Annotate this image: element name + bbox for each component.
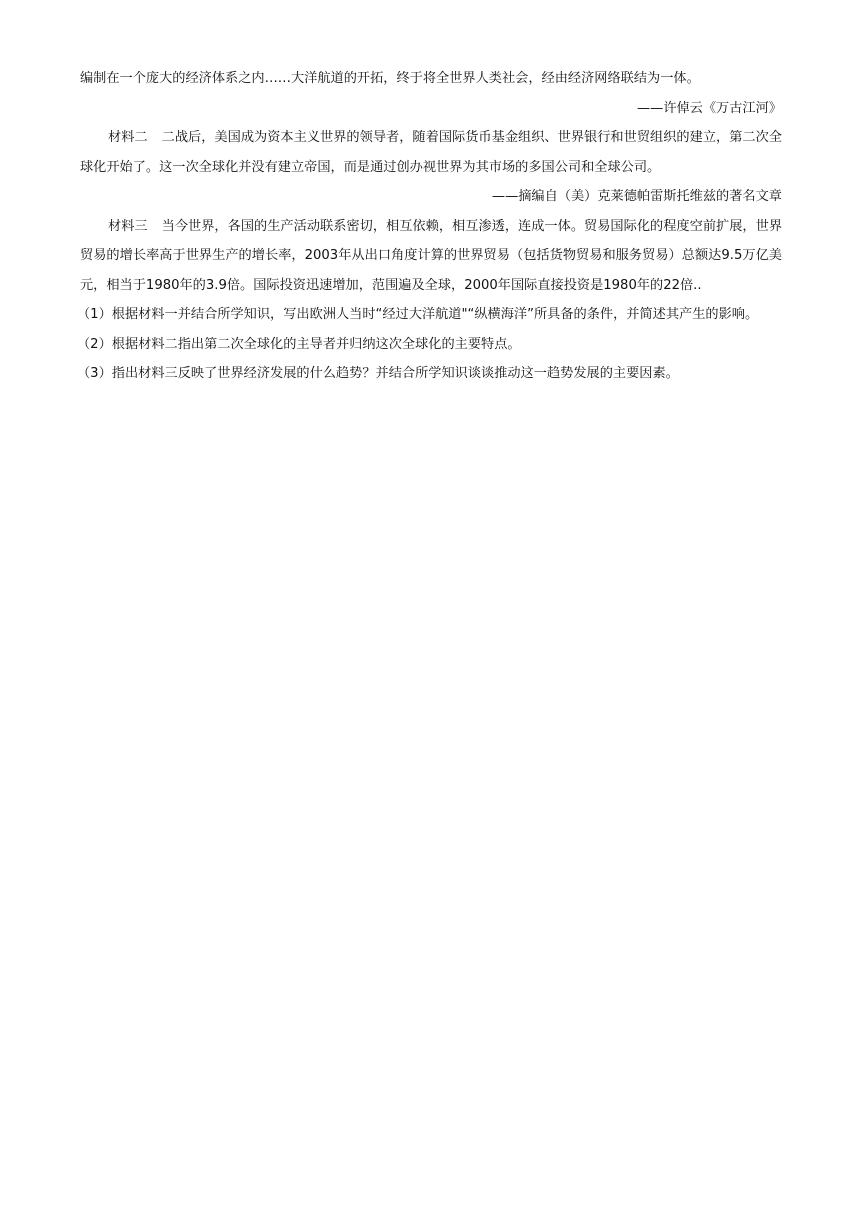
question-2-text: 根据材料二指出第二次全球化的主导者并归纳这次全球化的主要特点。 bbox=[111, 336, 521, 352]
material-two-label: 材料二 bbox=[108, 130, 148, 145]
material-three bbox=[80, 212, 782, 301]
question-1-text: 根据材料一并结合所学知识，写出欧洲人当时“经过大洋航道"“纵横海洋”所具备的条件，并简述其产生的影响。 bbox=[111, 307, 759, 322]
question-3-number: （3） bbox=[77, 366, 112, 381]
material-three-text: 当今世界，各国的生产活动联系密切，相互依赖，相互渗透，连成一体。贸易国际化的程度空前扩展，世界贸易的增长率高于世界生产的增长率，2003年从出口角度计算的世界贸易（包括货物贸易和服务贸易）总额达9.5万亿美元，相当于1980年的3.9倍。国际投资迅速增加，范围遍及全球，2000年国际直接投资是1980年的22倍.. bbox=[80, 218, 783, 293]
question-3-text: 指出材料三反映了世界经济发展的什么趋势？并结合所学知识谈谈推动这一趋势发展的主要因素。 bbox=[111, 366, 679, 381]
material-two-source: ——摘编自（美）克莱德帕雷斯托维兹的著名文章 bbox=[491, 189, 782, 204]
question-3 bbox=[77, 359, 782, 389]
material-one-source: ——许倬云《万古江河》 bbox=[636, 100, 782, 116]
material-two-text: 二战后，美国成为资本主义世界的领导者，随着国际货币基金组织、世界银行和世贸组织的建立，第二次全球化开始了。这一次全球化并没有建立帝国，而是通过创办视世界为其市场的多国公司和全球公司。 bbox=[80, 130, 783, 175]
question-2-number: （2） bbox=[77, 336, 112, 352]
question-2 bbox=[77, 330, 782, 360]
document-content bbox=[77, 64, 783, 389]
material-one-tail: 编制在一个庞大的经济体系之内……大洋航道的开拓，终于将全世界人类社会，经由经济网络联结为一体。 bbox=[80, 71, 700, 86]
question-1 bbox=[77, 300, 782, 330]
question-1-number: （1） bbox=[77, 307, 112, 322]
material-three-label: 材料三 bbox=[108, 218, 148, 234]
material-two bbox=[80, 123, 782, 182]
